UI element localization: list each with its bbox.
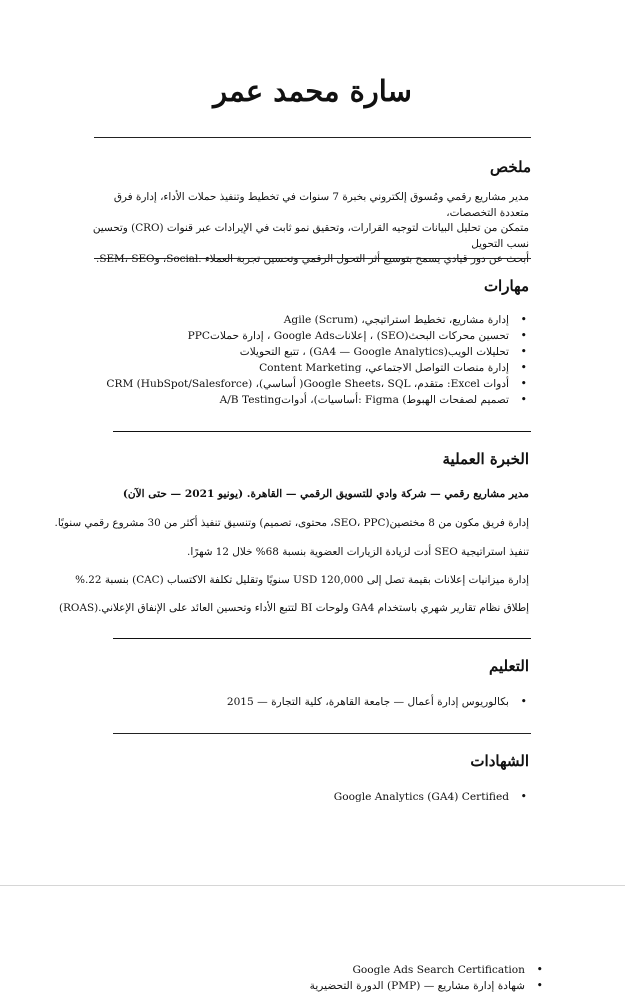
experience-item: تنفيذ استراتيجية SEO أدت لزيادة الزيارات العضوية بنسبة 68% خلال 12 شهرًا. <box>187 546 529 558</box>
skills-list <box>106 312 529 408</box>
summary-line: مدير مشاريع رقمي ومُسوق إلكتروني بخبرة 7 سنوات في تخطيط وتنفيذ حملات الأداء، إدارة فرق متعددة التخصصات، <box>113 191 529 219</box>
divider <box>94 258 531 259</box>
education-list <box>227 694 529 710</box>
experience-item: إطلاق نظام تقارير شهري باستخدام GA4 ولوحات BI لتتبع الأداء وتحسين العائد على الإنفاق الإعلاني.(ROAS) <box>59 602 529 614</box>
list-item: • تصميم لصفحات الهبوط) Figma :أساسيات)، أدواتA/B Testing <box>106 392 529 408</box>
experience-item: إدارة فريق مكون من 8 مختصين(SEO، PPC، محتوى، تصميم) وتنسيق تنفيذ أكثر من 30 مشروع رقمي سنويًا. <box>54 517 529 529</box>
list-item: • شهادة إدارة مشاريع — (PMP) الدورة التحضيرية <box>310 978 545 994</box>
summary-text <box>89 190 529 268</box>
certifications-list <box>334 789 529 805</box>
summary-heading: ملخص <box>489 158 531 176</box>
divider <box>113 431 531 432</box>
divider <box>94 137 531 138</box>
experience-item: إدارة ميزانيات إعلانات بقيمة تصل إلى USD 120,000 سنويًا وتقليل تكلفة الاكتساب (CAC) بنسبة 22.% <box>75 574 529 586</box>
job-title: مدير مشاريع رقمي — شركة وادي للتسويق الرقمي — القاهرة. (يونيو 2021 — حتى الآن) <box>122 488 529 500</box>
resume-page-2 <box>0 885 625 1001</box>
list-item: • إدارة منصات التواصل الاجتماعي، Content Marketing <box>106 360 529 376</box>
list-item: • إدارة مشاريع، تخطيط استراتيجي، Agile (Scrum) <box>106 312 529 328</box>
list-item: • بكالوريوس إدارة أعمال — جامعة القاهرة، كلية التجارة — 2015 <box>227 694 529 710</box>
certifications-list-continued <box>310 962 545 994</box>
candidate-name: سارة محمد عمر <box>213 74 412 108</box>
list-item: • Google Analytics (GA4) Certified <box>334 789 529 805</box>
divider <box>113 638 531 639</box>
summary-line: أبحث عن دور قيادي يسمح بتوسيع أثر التحول الرقمي وتحسين تجربة العملاء .Social، وSEM، SEO. <box>96 253 529 265</box>
list-item: • أدوات Excel: متقدم، Google Sheets، SQL( أساسي)، CRM (HubSpot/Salesforce) <box>106 376 529 392</box>
list-item: • Google Ads Search Certification <box>310 962 545 978</box>
skills-heading: مهارات <box>483 277 529 295</box>
certifications-heading: الشهادات <box>470 752 529 770</box>
list-item: • تحليلات الويب(GA4 — Google Analytics) ، تتبع التحويلات <box>106 344 529 360</box>
list-item: • تحسين محركات البحث(SEO) ، إعلاناتGoogle Ads ، إدارة حملاتPPC <box>106 328 529 344</box>
education-heading: التعليم <box>489 657 529 675</box>
summary-line: متمكن من تحليل البيانات لتوجيه القرارات، وتحقيق نمو ثابت في الإيرادات عبر قنوات (CRO) وتحسين نسب التحويل <box>92 222 529 250</box>
experience-heading: الخبرة العملية <box>442 450 529 468</box>
divider <box>113 733 531 734</box>
